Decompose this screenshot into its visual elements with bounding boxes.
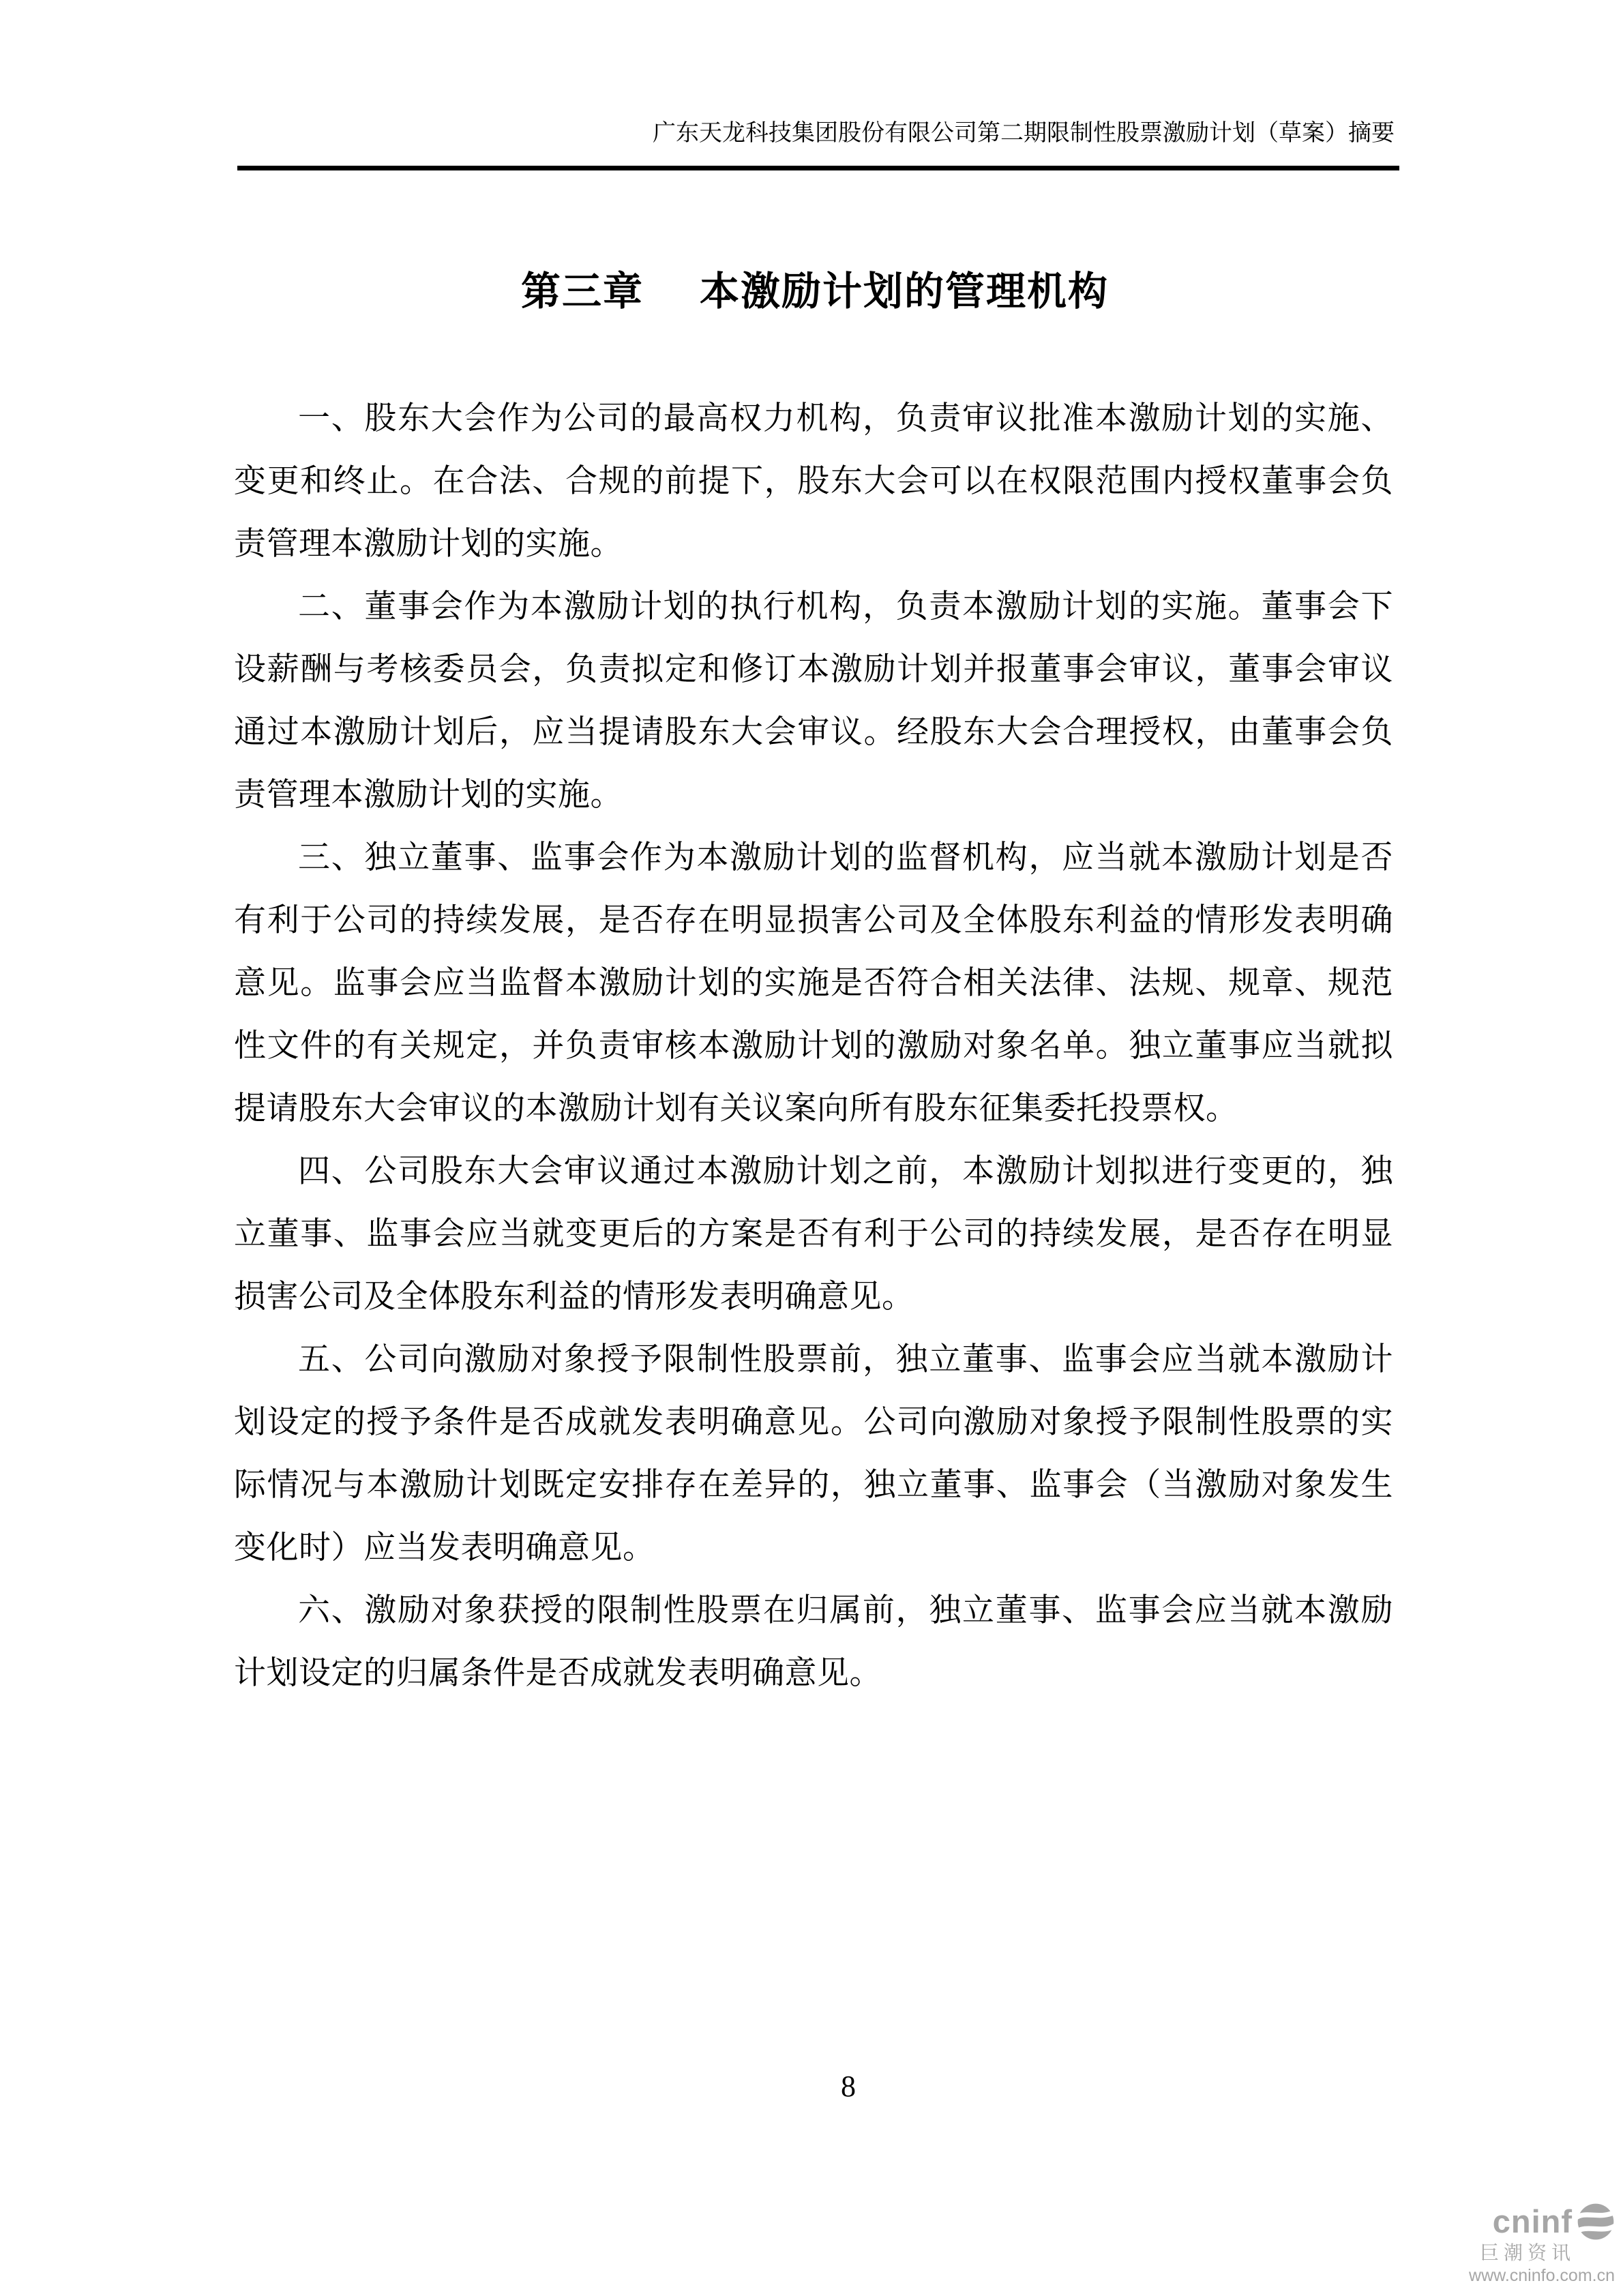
paragraph: 五、公司向激励对象授予限制性股票前，独立董事、监事会应当就本激励计划设定的授予条件是否成就发表明确意见。公司向激励对象授予限制性股票的实际情况与本激励计划既定安排存在差异的，独立董事、监事会（当激励对象发生变化时）应当发表明确意见。 [234,1342,1393,1566]
paragraph: 二、董事会作为本激励计划的执行机构，负责本激励计划的实施。董事会下设薪酬与考核委员会，负责拟定和修订本激励计划并报董事会审议，董事会审议通过本激励计划后，应当提请股东大会审议。经股东大会合理授权，由董事会负责管理本激励计划的实施。 [234,589,1393,813]
page-header: 广东天龙科技集团股份有限公司第二期限制性股票激励计划（草案）摘要 [653,121,1395,146]
cninfo-logo-text: cninf [1492,2203,1573,2239]
cninfo-globe-icon [1577,2203,1615,2241]
paragraph: 四、公司股东大会审议通过本激励计划之前，本激励计划拟进行变更的，独立董事、监事会应当就变更后的方案是否有利于公司的持续发展，是否存在明显损害公司及全体股东利益的情形发表明确意见。 [234,1154,1393,1315]
header-divider [237,166,1399,170]
cninfo-url: www.cninfo.com.cn [1469,2266,1615,2285]
paragraph: 一、股东大会作为公司的最高权力机构，负责审议批准本激励计划的实施、变更和终止。在合法、合规的前提下，股东大会可以在权限范围内授权董事会负责管理本激励计划的实施。 [234,401,1393,562]
cninfo-brand-name: 巨潮资讯 [1479,2242,1575,2263]
chapter-title [235,267,1395,316]
paragraph: 六、激励对象获授的限制性股票在归属前，独立董事、监事会应当就本激励计划设定的归属条件是否成就发表明确意见。 [234,1593,1393,1691]
paragraph: 三、独立董事、监事会作为本激励计划的监督机构，应当就本激励计划是否有利于公司的持续发展，是否存在明显损害公司及全体股东利益的情形发表明确意见。监事会应当监督本激励计划的实施是否符合相关法律、法规、规章、规范性文件的有关规定，并负责审核本激励计划的激励对象名单。独立董事应当就拟提请股东大会审议的本激励计划有关议案向所有股东征集委托投票权。 [234,840,1393,1127]
chapter-number: 第三章 [520,269,644,314]
cninfo-watermark [1451,2203,1615,2286]
cninfo-logo [1451,2203,1615,2241]
chapter-heading-text: 本激励计划的管理机构 [700,269,1110,314]
page-number: 8 [841,2070,856,2103]
document-body [234,387,1393,1705]
